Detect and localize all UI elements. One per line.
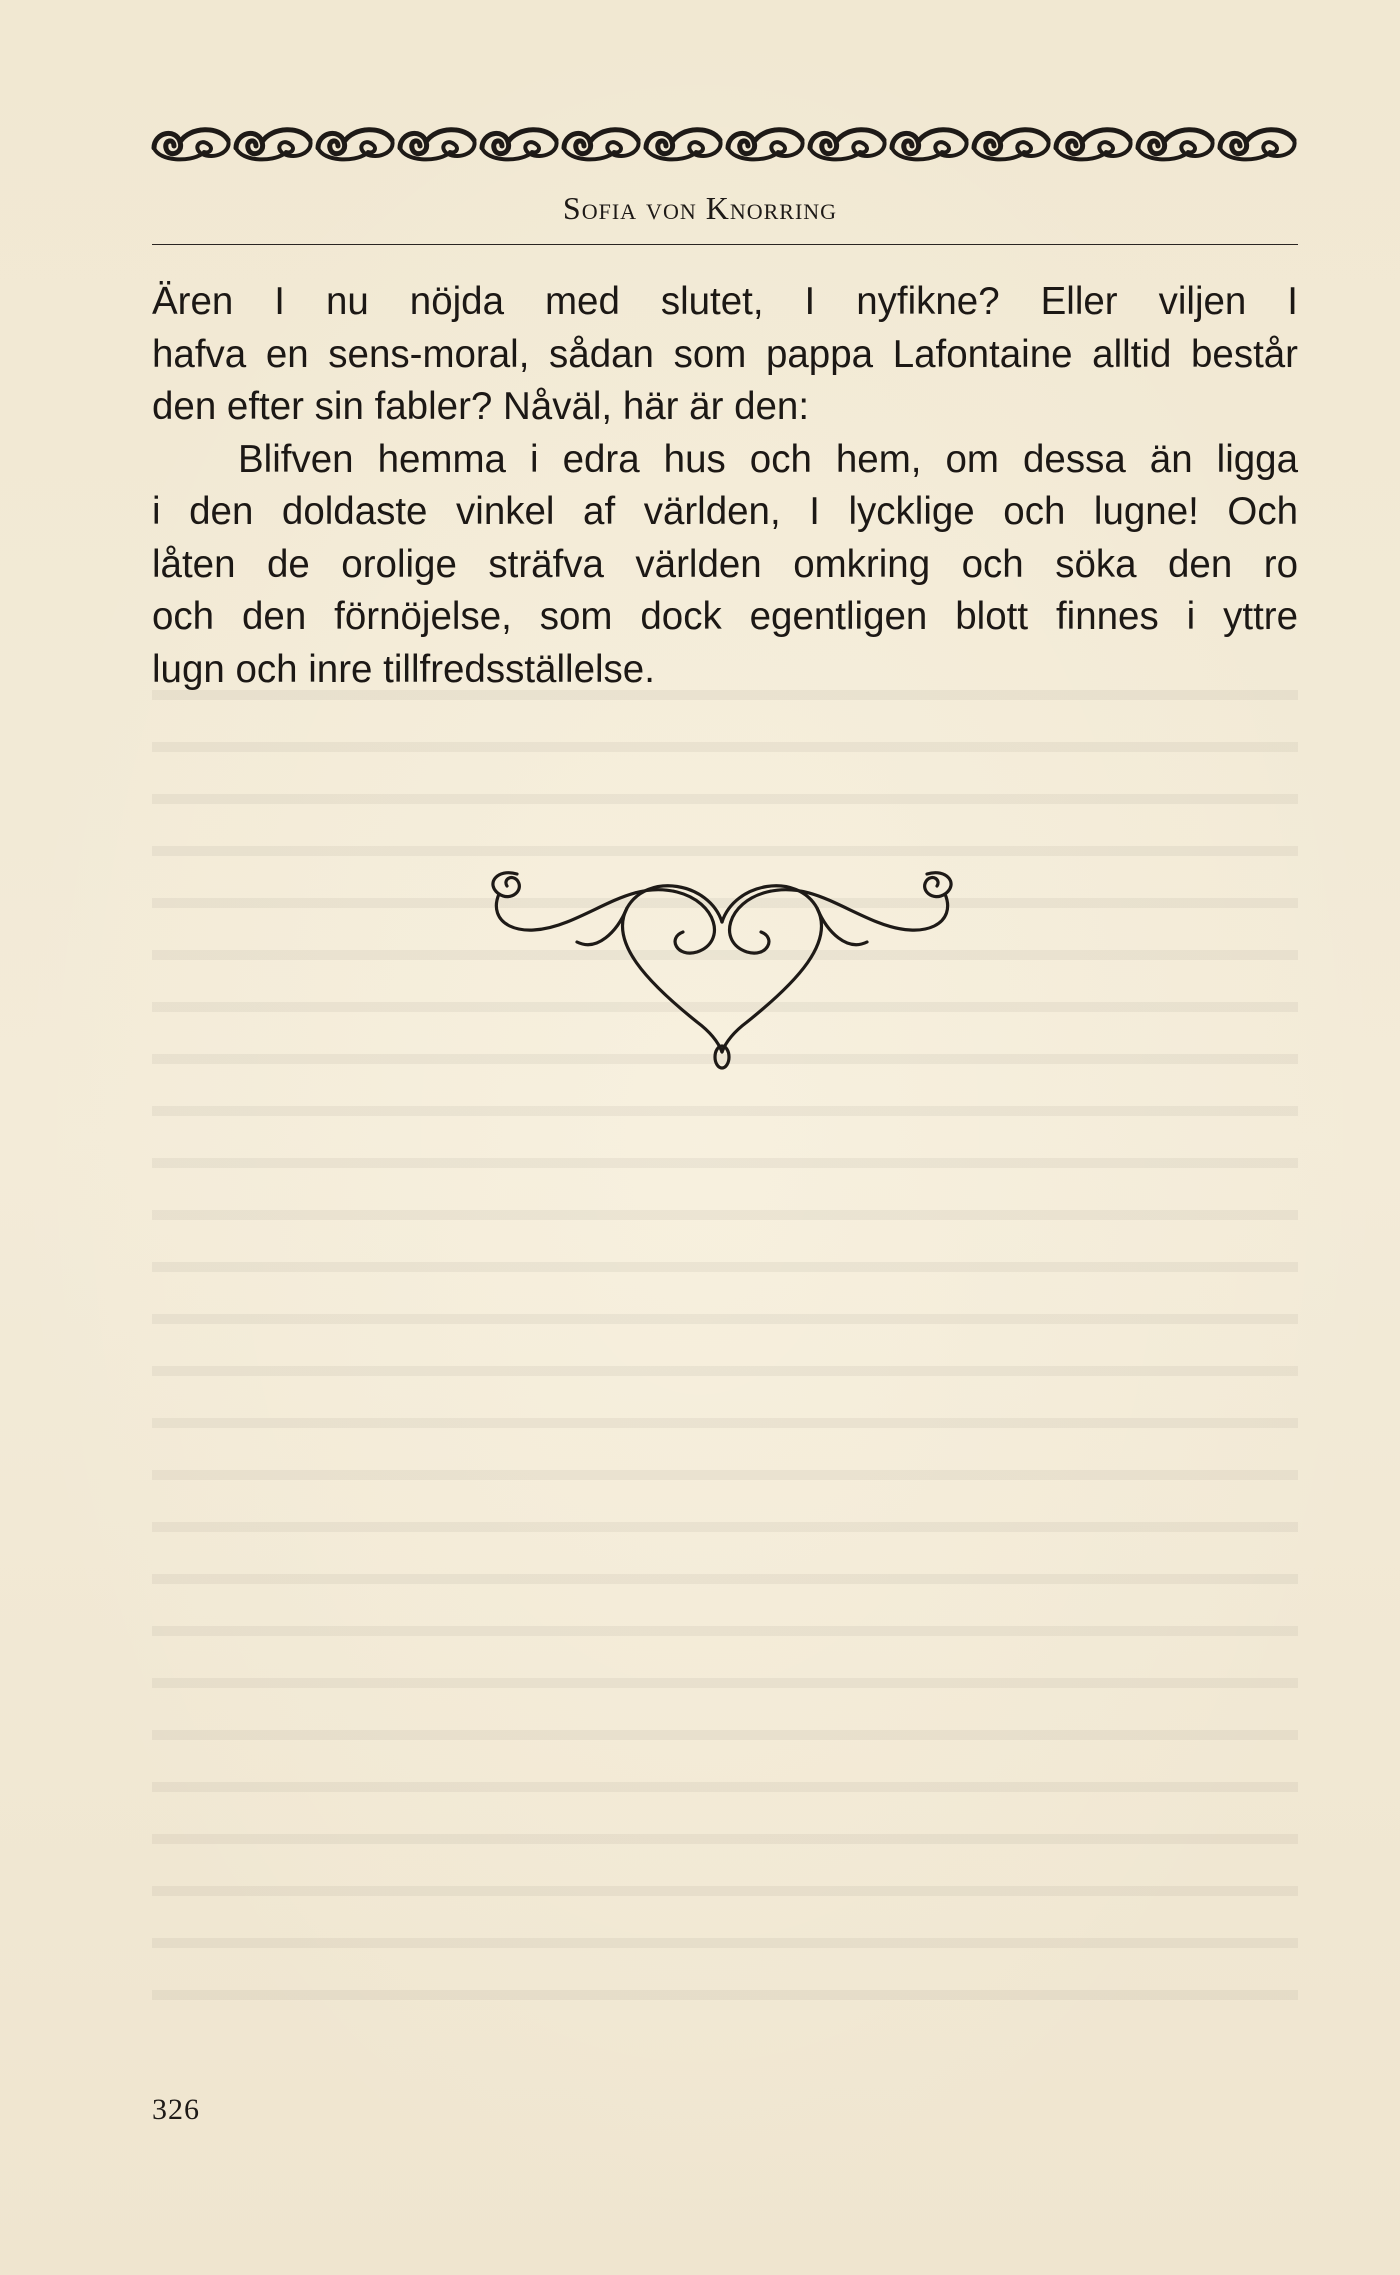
ornament-unit: [810, 130, 885, 160]
ornament-unit: [564, 130, 639, 160]
page-number: 326: [152, 2093, 200, 2126]
text-line: och den förnöjelse, som dock egentligen blott finnes i yttre: [152, 595, 1298, 638]
ornament-unit: [1138, 130, 1213, 160]
ornament-unit: [400, 130, 475, 160]
running-title: Sofia von Knorring: [562, 190, 838, 226]
ornament-unit: [728, 130, 803, 160]
header-rule: [152, 244, 1298, 245]
ornament-unit: [482, 130, 557, 160]
text-line: låten de orolige sträfva världen omkring och söka den ro: [152, 542, 1298, 586]
left-scroll-curl: [493, 873, 519, 897]
paragraph-start-line: Blifven hemma i edra hus och hem, om dessa än ligga: [238, 437, 1298, 481]
ornament-unit: [646, 130, 721, 160]
ornament-unit: [974, 130, 1049, 160]
right-scroll-curl: [925, 873, 951, 897]
ornament-unit: [318, 130, 393, 160]
text-line: lugn och inre tillfredsställelse.: [152, 647, 655, 691]
text-line: i den doldaste vinkel af världen, I lycklige och lugne! Och: [152, 490, 1298, 533]
heart-scroll-vignette: [477, 852, 967, 1072]
right-scroll-arm: [730, 890, 948, 953]
ornament-unit: [892, 130, 967, 160]
body-text: [152, 276, 1298, 696]
text-line: hafva en sens-moral, sådan som pappa Lafontaine alltid består: [152, 332, 1298, 376]
ornament-unit: [236, 130, 311, 160]
ornament-unit: [1056, 130, 1131, 160]
ornament-unit: [1220, 130, 1295, 160]
scroll-ornament-band: [150, 118, 1298, 168]
left-scroll-arm: [496, 890, 714, 953]
text-line: den efter sin fabler? Nåväl, här är den:: [152, 385, 810, 428]
ornament-unit: [154, 130, 229, 160]
text-line: Ären I nu nöjda med slutet, I nyfikne? Eller viljen I: [152, 280, 1298, 323]
